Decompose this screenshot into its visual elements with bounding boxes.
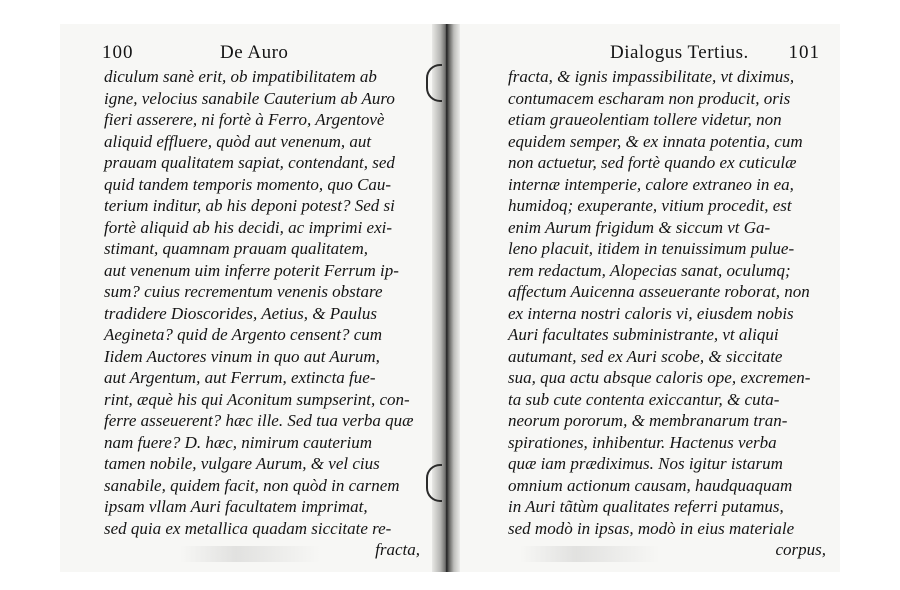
text-line: etiam graueolentiam tollere videtur, non	[508, 110, 782, 129]
right-page-number: 101	[788, 42, 820, 63]
text-line: in Auri tãtùm qualitates referri putamus,	[508, 497, 784, 516]
left-running-title: De Auro	[220, 42, 289, 63]
text-line: fracta, & ignis impassibilitate, vt diximus,	[508, 67, 795, 86]
text-line: fortè aliquid ab his decidi, ac imprimi exi-	[104, 217, 393, 237]
binding-clip-icon	[426, 64, 442, 102]
right-page	[460, 24, 840, 572]
text-line: terium inditur, ab his deponi potest? Sed si	[104, 196, 395, 215]
text-line: Auri facultates subministrante, vt aliqui	[508, 325, 779, 344]
left-page-number: 100	[102, 42, 134, 63]
text-line: tamen nobile, vulgare Aurum, & vel cius	[104, 454, 380, 473]
text-line: prauam qualitatem sapiat, contendant, sed	[104, 153, 395, 172]
text-line: internæ intemperie, calore extraneo in ea,	[508, 174, 794, 194]
text-line: aut Argentum, aut Ferrum, extincta fue-	[104, 368, 376, 387]
text-line: ferre asseuerent? hæc ille. Sed tua verba quæ	[104, 411, 414, 430]
text-line: tradidere Dioscorides, Aetius, & Paulus	[104, 303, 377, 323]
text-line: humidoq; exuperante, vitium procedit, est	[508, 196, 792, 215]
text-line: fieri asserere, ni fortè à Ferro, Argentovè	[104, 110, 385, 129]
text-line: leno placuit, itidem in tenuissimum pulue-	[508, 239, 795, 258]
text-line: nam fuere? D. hæc, nimirum cauterium	[104, 432, 373, 452]
text-line: aut venenum uim inferre poterit Ferrum ip-	[104, 260, 399, 280]
text-line: contumacem escharam non producit, oris	[508, 88, 791, 108]
left-page-header	[102, 40, 412, 66]
book-spread	[60, 24, 840, 572]
right-running-title: Dialogus Tertius.	[610, 42, 749, 63]
right-catchword: corpus,	[775, 540, 826, 559]
text-line: enim Aurum frigidum & siccum vt Ga-	[508, 217, 771, 237]
text-line: quæ iam prædiximus. Nos igitur istarum	[508, 454, 783, 473]
show-through-smudge	[180, 546, 320, 562]
text-line: sed quia ex metallica quadam siccitate re-	[104, 518, 392, 538]
left-catchword: fracta,	[375, 540, 420, 559]
text-line: igne, velocius sanabile Cauterium ab Auro	[104, 88, 395, 108]
text-line: diculum sanè erit, ob impatibilitatem ab	[104, 67, 377, 86]
text-line: non actuetur, sed fortè quando ex cuticulæ	[508, 153, 797, 172]
left-page	[60, 24, 432, 572]
text-line: sanabile, quidem facit, non quòd in carnem	[104, 475, 400, 495]
text-line: aliquid effluere, quòd aut venenum, aut	[104, 131, 372, 151]
text-line: ipsam vllam Auri facultatem imprimat,	[104, 497, 368, 516]
text-line: equidem semper, & ex innata potentia, cum	[508, 131, 803, 151]
text-line: rem redactum, Alopecias sanat, oculumq;	[508, 260, 791, 280]
right-page-text	[508, 66, 826, 561]
text-line: ta sub cute contenta exiccantur, & cuta-	[508, 389, 780, 409]
binding-clip-icon	[426, 464, 442, 502]
text-line: spirationes, inhibentur. Hactenus verba	[508, 432, 777, 452]
text-line: affectum Auicenna asseuerante roborat, non	[508, 282, 810, 301]
text-line: omnium actionum causam, haudquaquam	[508, 475, 793, 495]
text-line: ex interna nostri caloris vi, eiusdem nobis	[508, 303, 794, 323]
show-through-smudge	[520, 546, 660, 562]
text-line: Iidem Auctores vinum in quo aut Aurum,	[104, 346, 380, 366]
text-line: sua, qua actu absque caloris ope, excremen-	[508, 368, 811, 387]
text-line: sed modò in ipsas, modò in eius materiale	[508, 518, 795, 538]
text-line: sum? cuius recrementum venenis obstare	[104, 282, 383, 301]
right-page-header	[610, 40, 820, 66]
text-line: autumant, sed ex Auri scobe, & siccitate	[508, 346, 783, 366]
text-line: stimant, quamnam prauam qualitatem,	[104, 239, 368, 258]
text-line: neorum pororum, & membranarum tran-	[508, 411, 788, 430]
text-line: rint, æquè his qui Aconitum sumpserint, con-	[104, 389, 410, 409]
text-line: Aegineta? quid de Argento censent? cum	[104, 325, 383, 344]
left-page-text	[104, 66, 420, 561]
text-line: quid tandem temporis momento, quo Cau-	[104, 174, 392, 194]
